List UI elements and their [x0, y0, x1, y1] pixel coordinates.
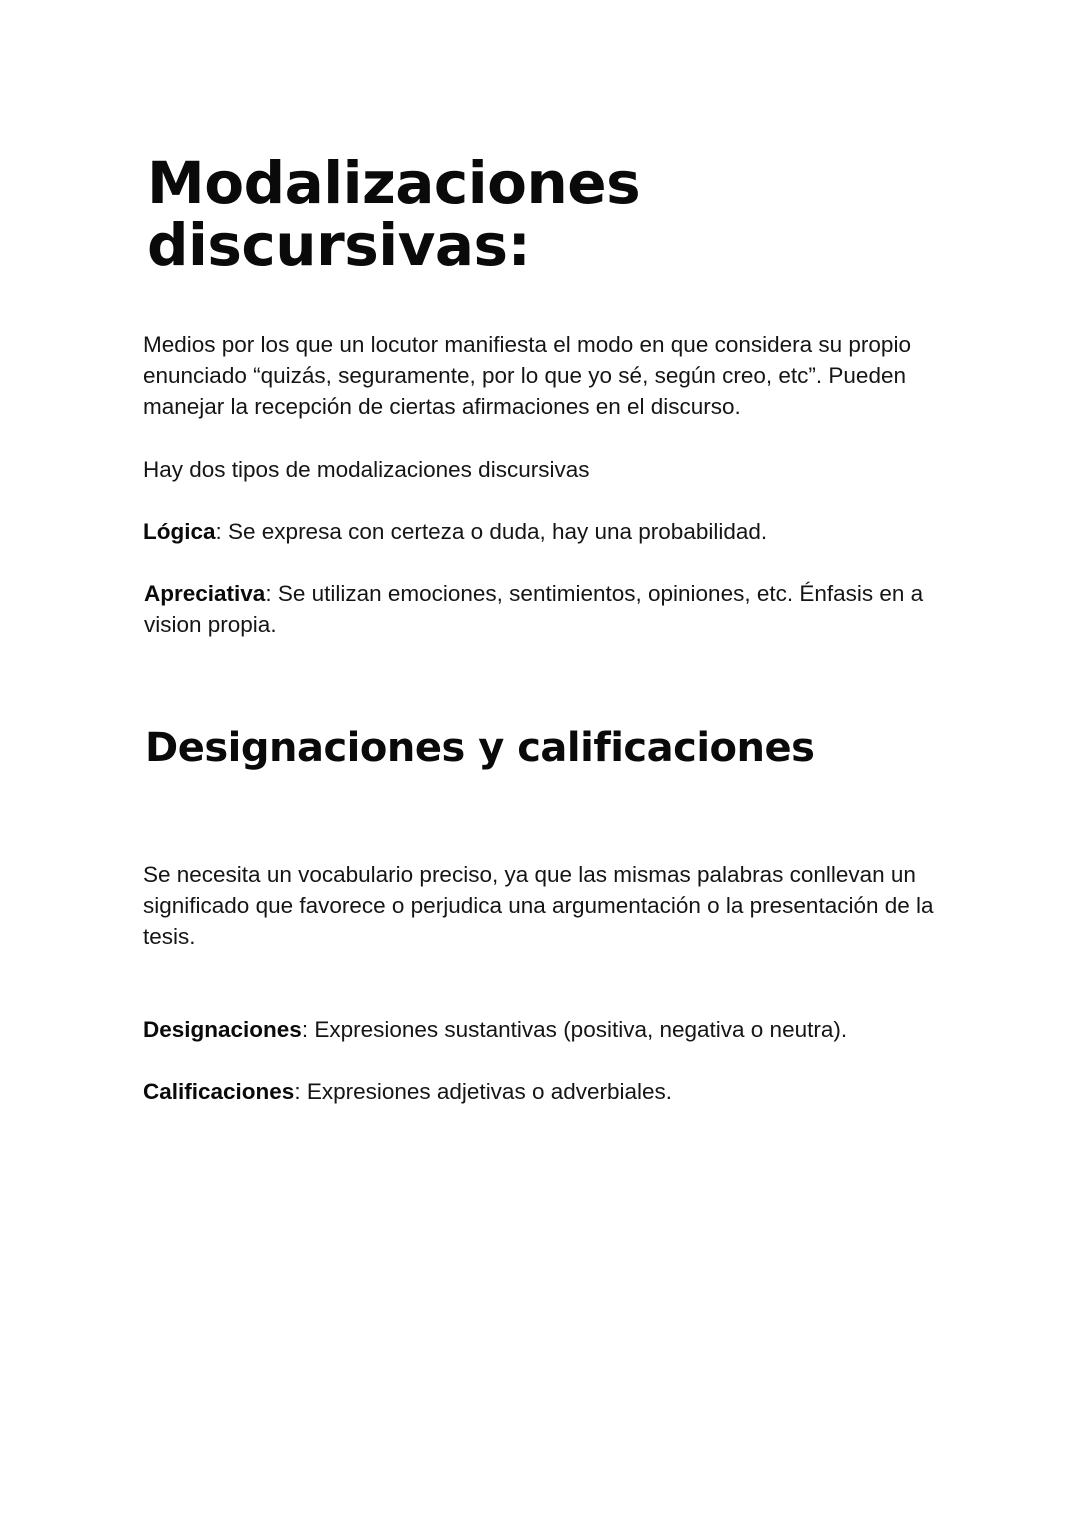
calificaciones-term: Calificaciones: [143, 1079, 295, 1104]
vocabulary-paragraph: Se necesita un vocabulario preciso, ya que las mismas palabras conllevan un significado que favorece o perjudica una argumentación o la presentación de la tesis.: [143, 862, 934, 949]
intro-paragraph: Medios por los que un locutor manifiesta el modo en que considera su propio enunciado “quizás, seguramente, por lo que yo sé, según creo, etc”. Pueden manejar la recepción de ciertas afirmaciones en el discurso.: [143, 332, 911, 419]
logica-definition: [143, 516, 943, 547]
calificaciones-text: : Expresiones adjetivas o adverbiales.: [294, 1079, 673, 1104]
designaciones-definition: [143, 1014, 943, 1045]
designaciones-term: Designaciones: [143, 1017, 302, 1042]
apreciativa-text: : Se utilizan emociones, sentimientos, opiniones, etc. Énfasis en a vision propia.: [144, 581, 924, 637]
designaciones-text: : Expresiones sustantivas (positiva, negativa o neutra).: [301, 1017, 848, 1042]
calificaciones-definition: [143, 1076, 943, 1107]
apreciativa-definition: [144, 578, 944, 640]
apreciativa-term: Apreciativa: [144, 581, 266, 606]
page-title: Modalizaciones discursivas:: [147, 149, 641, 279]
section-heading: Designaciones y calificaciones: [145, 725, 815, 771]
logica-text: : Se expresa con certeza o duda, hay una probabilidad.: [215, 519, 768, 544]
logica-term: Lógica: [143, 519, 216, 544]
types-intro-paragraph: Hay dos tipos de modalizaciones discursivas: [143, 457, 590, 482]
